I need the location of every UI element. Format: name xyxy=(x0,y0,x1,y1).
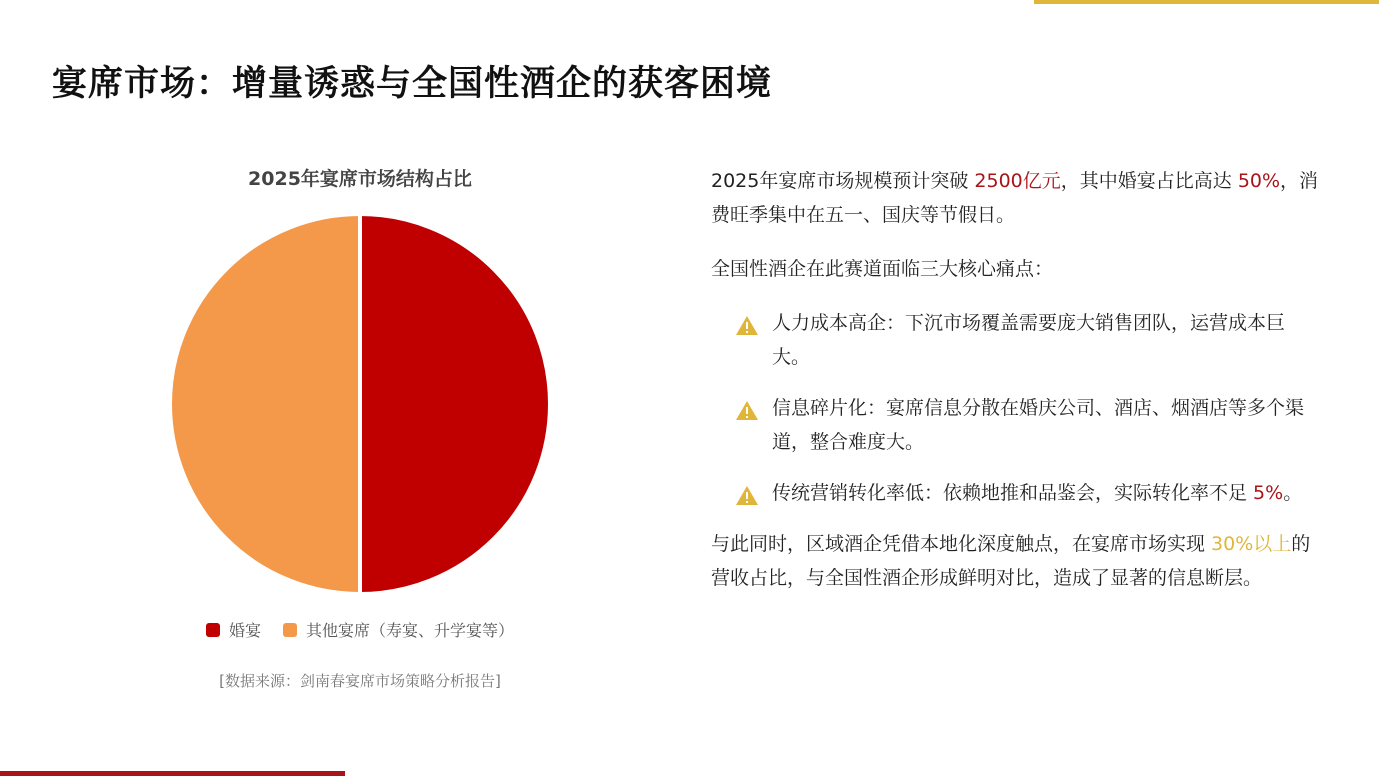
conversion-rate-highlight: 5% xyxy=(1253,482,1284,504)
intro-text-mid: ，其中婚宴占比高达 xyxy=(1060,170,1238,192)
pain-intro-paragraph: 全国性酒企在此赛道面临三大核心痛点： xyxy=(711,258,1054,280)
intro-paragraph xyxy=(711,164,1321,232)
warning-icon xyxy=(735,485,759,506)
legend-item-other xyxy=(283,618,514,641)
legend-swatch-other xyxy=(283,623,297,637)
pain-point-tail: 。 xyxy=(1283,482,1303,504)
warning-icon xyxy=(735,400,759,421)
analysis-text-panel xyxy=(711,164,1321,595)
bottom-accent-bar xyxy=(0,771,345,776)
legend-label-other: 其他宴席（寿宴、升学宴等） xyxy=(306,621,515,640)
warning-icon xyxy=(735,315,759,336)
top-accent-bar xyxy=(1034,0,1379,4)
market-size-highlight: 2500亿元 xyxy=(974,170,1061,192)
wedding-share-highlight: 50% xyxy=(1237,170,1281,192)
pain-point-text: 信息碎片化：宴席信息分散在婚庆公司、酒店、烟酒店等多个渠道，整合难度大。 xyxy=(772,397,1305,453)
pain-point-text: 传统营销转化率低：依赖地推和品鉴会，实际转化率不足 xyxy=(772,482,1254,504)
intro-text-post: ，消费旺季集中在五一、国庆等节假日。 xyxy=(711,170,1319,226)
legend-label-wedding: 婚宴 xyxy=(228,621,261,640)
pie-chart-panel xyxy=(150,160,570,700)
pie-slice-wedding xyxy=(360,214,550,594)
chart-title: 2025年宴席市场结构占比 xyxy=(248,168,472,190)
conclusion-text-pre: 与此同时，区域酒企凭借本地化深度触点，在宴席市场实现 xyxy=(711,533,1212,555)
pain-point-item xyxy=(711,391,1321,459)
pie-chart xyxy=(150,160,570,610)
legend-swatch-wedding xyxy=(206,623,220,637)
legend-item-wedding xyxy=(206,618,261,641)
intro-text-pre: 2025年宴席市场规模预计突破 xyxy=(711,170,975,192)
pain-point-text: 人力成本高企：下沉市场覆盖需要庞大销售团队，运营成本巨大。 xyxy=(772,312,1286,368)
regional-share-highlight: 30%以上 xyxy=(1211,533,1292,555)
chart-legend xyxy=(150,618,570,641)
pain-point-item xyxy=(711,306,1321,374)
data-source-note: [数据来源：剑南春宴席市场策略分析报告] xyxy=(219,672,501,690)
page-title: 宴席市场：增量诱惑与全国性酒企的获客困境 xyxy=(52,64,773,104)
pain-point-list xyxy=(711,306,1321,510)
pie-slice-other xyxy=(170,214,360,594)
pain-point-item xyxy=(711,476,1321,510)
conclusion-text-post: 的营收占比，与全国性酒企形成鲜明对比，造成了显著的信息断层。 xyxy=(711,533,1311,589)
conclusion-paragraph xyxy=(711,527,1321,595)
